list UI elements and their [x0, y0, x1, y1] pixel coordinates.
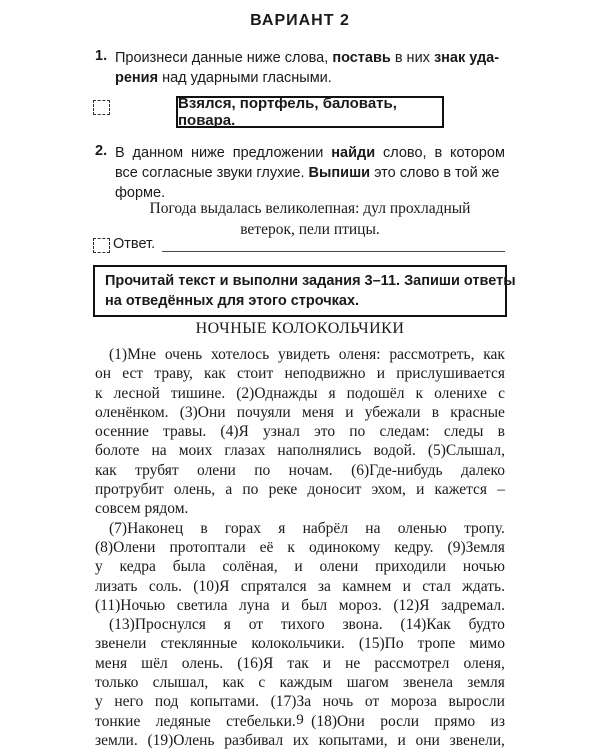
- story-line: [95, 519, 505, 538]
- task-word: слово,: [382, 145, 427, 161]
- story-word: это: [314, 423, 336, 441]
- story-word: ждать.: [462, 577, 505, 595]
- task-word: найди: [331, 145, 376, 161]
- story-word: неподвижно: [284, 365, 366, 383]
- story-word: (2)Однажды: [236, 384, 318, 402]
- task-word: в: [434, 145, 443, 161]
- story-word: него: [114, 693, 144, 711]
- story-word: (9)Земля: [447, 538, 505, 556]
- story-word: тишине.: [170, 384, 226, 402]
- story-word: в: [431, 403, 440, 421]
- story-line: [95, 538, 505, 557]
- task-word: данном: [132, 145, 184, 161]
- story-word: олень.: [181, 654, 224, 672]
- story-line: [95, 615, 505, 634]
- story-word: они: [415, 731, 440, 749]
- story-word: кедра: [119, 558, 156, 576]
- story-word: я: [278, 519, 286, 537]
- story-word: очень: [164, 346, 203, 363]
- story-word: тропе: [417, 635, 456, 653]
- story-word: к: [95, 384, 103, 402]
- story-word: (15)По: [358, 635, 404, 653]
- story-word: по: [242, 481, 259, 499]
- story-word: осенние: [95, 423, 149, 441]
- instruction-box: Прочитай текст и выполни задания 3–11. Запиши ответы на отведённых для этого строчках.: [93, 265, 507, 317]
- story-word: тропу.: [464, 519, 505, 537]
- story-word: от: [364, 693, 380, 711]
- story-word: убежали: [364, 403, 421, 421]
- story-word: оленью: [397, 519, 447, 537]
- story-word: на: [151, 442, 167, 460]
- story-word: болоте: [95, 442, 140, 460]
- story-word: (5)Слышал,: [427, 442, 505, 460]
- story-word: по: [349, 423, 366, 441]
- story-word: мороза: [390, 693, 437, 711]
- story-word: прямо: [434, 712, 476, 730]
- story-word: ест: [122, 365, 144, 383]
- story-line: [95, 692, 505, 711]
- story-word: на: [365, 519, 381, 537]
- story-word: и: [322, 654, 332, 672]
- story-word: эхом,: [371, 481, 406, 499]
- story-word: кажется: [434, 481, 488, 499]
- story-word: и: [281, 596, 290, 614]
- story-word: меня: [95, 654, 128, 672]
- story-word: –: [497, 481, 505, 499]
- story-word: а: [225, 481, 233, 499]
- task-word: предложении: [232, 145, 324, 161]
- story-word: (3)Они: [179, 403, 226, 421]
- story-word: я: [328, 384, 336, 402]
- story-word: у: [95, 558, 103, 576]
- story-word: земли.: [95, 731, 138, 749]
- story-word: реке: [268, 481, 298, 499]
- story-word: (14)Как: [400, 616, 451, 634]
- story-word: меня: [301, 403, 335, 421]
- story-word: стоит: [236, 365, 274, 383]
- story-word: почуяли: [236, 403, 291, 421]
- story-line: [95, 461, 505, 480]
- story-word: олени: [197, 461, 236, 479]
- task2-number: 2.: [95, 143, 108, 159]
- story-word: и: [294, 558, 303, 576]
- story-word: рассмотреть,: [389, 346, 475, 363]
- story-text: [95, 345, 505, 750]
- story-word: стебельки.: [226, 712, 296, 730]
- story-word: кедру.: [394, 538, 434, 556]
- score-box-task1[interactable]: [93, 100, 110, 115]
- task1-line1: Произнеси данные ниже слова, поставь в них знак уда-: [115, 50, 500, 66]
- story-word: так: [287, 654, 309, 672]
- story-line: [95, 634, 505, 653]
- page-number: 9: [296, 712, 304, 728]
- story-word: солёная,: [222, 558, 278, 576]
- story-word: с: [498, 384, 505, 402]
- story-word: набрёл: [302, 519, 349, 537]
- story-word: звенели,: [449, 731, 505, 749]
- story-line: [95, 596, 505, 615]
- story-line: [95, 345, 505, 364]
- story-word: как: [204, 365, 226, 383]
- story-word: протрубит: [95, 481, 164, 499]
- story-word: и: [397, 731, 406, 749]
- story-word: и: [402, 577, 411, 595]
- story-word: задремал.: [441, 596, 505, 614]
- story-word: далеко: [460, 461, 505, 479]
- story-word: увидеть: [277, 346, 330, 363]
- story-word: копытами.: [189, 693, 260, 711]
- story-word: следам:: [379, 423, 430, 441]
- story-word: и: [376, 365, 385, 383]
- story-word: светила: [176, 596, 228, 614]
- story-word: травы.: [163, 423, 207, 441]
- story-word: соль.: [148, 577, 182, 595]
- story-word: от: [248, 616, 264, 634]
- story-word: к: [415, 384, 424, 402]
- story-word: мороз.: [338, 596, 382, 614]
- story-word: моих: [178, 442, 213, 460]
- task2-line3: форме.: [115, 185, 166, 201]
- story-word: олень,: [173, 481, 216, 499]
- story-word: будто: [468, 616, 505, 634]
- story-word: в: [200, 519, 208, 537]
- story-word: прислушивается: [396, 365, 505, 383]
- story-word: тихого: [280, 616, 325, 634]
- story-word: земля: [467, 674, 505, 692]
- answer-label: Ответ.: [113, 236, 156, 252]
- story-word: мимо: [469, 635, 505, 653]
- task1-line2: рения над ударными гласными.: [115, 70, 332, 86]
- story-word: спрятался: [240, 577, 307, 595]
- story-line: [95, 441, 505, 460]
- story-word: хотелось: [210, 346, 270, 363]
- story-word: приходили: [375, 558, 447, 576]
- story-line: совсем рядом.: [95, 500, 189, 518]
- story-word: к: [287, 538, 295, 556]
- story-line: [95, 403, 505, 422]
- story-word: (6)Где-нибудь: [351, 461, 443, 479]
- story-word: шагом: [346, 674, 389, 692]
- story-word: и: [345, 403, 354, 421]
- story-word: разбивал: [224, 731, 284, 749]
- story-word: каждым: [279, 674, 333, 692]
- story-word: доносит: [307, 481, 362, 499]
- story-word: колокольчики.: [251, 635, 345, 653]
- task2-line2: все согласные звуки глухие. Выпиши это слово в той же: [115, 165, 500, 181]
- story-word: в: [497, 423, 505, 441]
- story-line: [95, 577, 505, 596]
- task2-example-sentence: Погода выдалась великолепная: дул прохладный ветерок, пели птицы.: [149, 200, 471, 238]
- story-word: водой.: [373, 442, 416, 460]
- story-word: как: [95, 461, 117, 479]
- story-line: [95, 557, 505, 576]
- story-line: [95, 384, 505, 403]
- story-word: у: [95, 693, 103, 711]
- story-word: их: [292, 731, 309, 749]
- story-line: [95, 364, 505, 383]
- story-line: [95, 654, 505, 673]
- story-word: одинокому: [308, 538, 381, 556]
- story-word: росли: [380, 712, 419, 730]
- story-word: её: [259, 538, 274, 556]
- story-word: стал: [422, 577, 451, 595]
- task-word: В: [115, 145, 125, 161]
- story-word: был: [301, 596, 328, 614]
- story-word: из: [490, 712, 505, 730]
- story-word: ночь: [322, 693, 354, 711]
- story-word: не: [345, 654, 361, 672]
- story-word: была: [172, 558, 206, 576]
- story-word: (12)Я: [393, 596, 430, 614]
- story-word: узнал: [263, 423, 300, 441]
- task1-text: [115, 48, 505, 88]
- story-word: оленя,: [463, 654, 505, 672]
- story-word: ночью: [462, 558, 505, 576]
- score-box-task2[interactable]: [93, 238, 110, 253]
- story-line: [95, 673, 505, 692]
- story-word: траву,: [154, 365, 193, 383]
- variant-title: ВАРИАНТ 2: [250, 12, 350, 29]
- story-word: по: [254, 461, 271, 479]
- story-word: как: [222, 674, 245, 692]
- story-word: рассмотрел: [374, 654, 450, 672]
- story-word: следы: [443, 423, 484, 441]
- story-word: лизать: [95, 577, 138, 595]
- story-word: (17)За: [270, 693, 312, 711]
- story-word: глазах: [224, 442, 266, 460]
- task2-text: [115, 143, 505, 203]
- task-word: котором: [450, 145, 505, 161]
- story-word: я: [223, 616, 231, 634]
- story-word: копытами,: [318, 731, 388, 749]
- story-word: с: [258, 674, 266, 692]
- story-line: [95, 731, 505, 750]
- story-word: камнем: [342, 577, 392, 595]
- story-word: и: [416, 481, 425, 499]
- story-word: лесной: [113, 384, 160, 402]
- story-word: (7)Наконец: [109, 519, 184, 537]
- answer-line[interactable]: [162, 251, 505, 252]
- story-word: оленихе: [434, 384, 488, 402]
- story-title: НОЧНЫЕ КОЛОКОЛЬЧИКИ: [195, 320, 405, 337]
- task1-number: 1.: [95, 48, 108, 64]
- story-word: (13)Проснулся: [109, 616, 206, 634]
- story-word: (11)Ночью: [95, 596, 166, 614]
- story-word: наполнялись: [277, 442, 362, 460]
- story-word: (19)Олень: [147, 731, 215, 749]
- story-word: (1)Мне: [109, 346, 157, 363]
- story-word: только: [95, 674, 139, 692]
- story-word: трубят: [135, 461, 179, 479]
- story-word: как: [483, 346, 505, 363]
- story-word: выросли: [448, 693, 505, 711]
- story-word: олени: [319, 558, 359, 576]
- task1-words-box: Взялся, портфель, баловать, повара.: [176, 96, 444, 128]
- story-word: красные: [450, 403, 505, 421]
- story-word: (18)Они: [311, 712, 365, 730]
- task-word: ниже: [191, 145, 225, 161]
- story-word: (4)Я: [220, 423, 249, 441]
- story-word: стеклянные: [160, 635, 238, 653]
- story-word: тонкие: [95, 712, 141, 730]
- story-word: ночам.: [288, 461, 333, 479]
- story-word: он: [95, 365, 112, 383]
- story-word: оленя:: [338, 346, 381, 363]
- story-line: [95, 422, 505, 441]
- story-word: звона.: [342, 616, 383, 634]
- story-word: звенела: [403, 674, 454, 692]
- story-word: ледяные: [155, 712, 211, 730]
- story-word: луна: [239, 596, 270, 614]
- story-word: (10)Я: [193, 577, 230, 595]
- story-word: подошёл: [346, 384, 405, 402]
- story-word: протоптали: [169, 538, 246, 556]
- story-word: (8)Олени: [95, 538, 156, 556]
- story-word: за: [317, 577, 331, 595]
- story-word: шёл: [141, 654, 168, 672]
- story-line: [95, 480, 505, 499]
- story-word: звенели: [95, 635, 147, 653]
- story-word: горах: [224, 519, 262, 537]
- story-word: под: [154, 693, 179, 711]
- story-word: оленёнком.: [95, 403, 169, 421]
- story-word: слышал,: [152, 674, 209, 692]
- story-word: (16)Я: [237, 654, 274, 672]
- task2-line1: [115, 143, 505, 163]
